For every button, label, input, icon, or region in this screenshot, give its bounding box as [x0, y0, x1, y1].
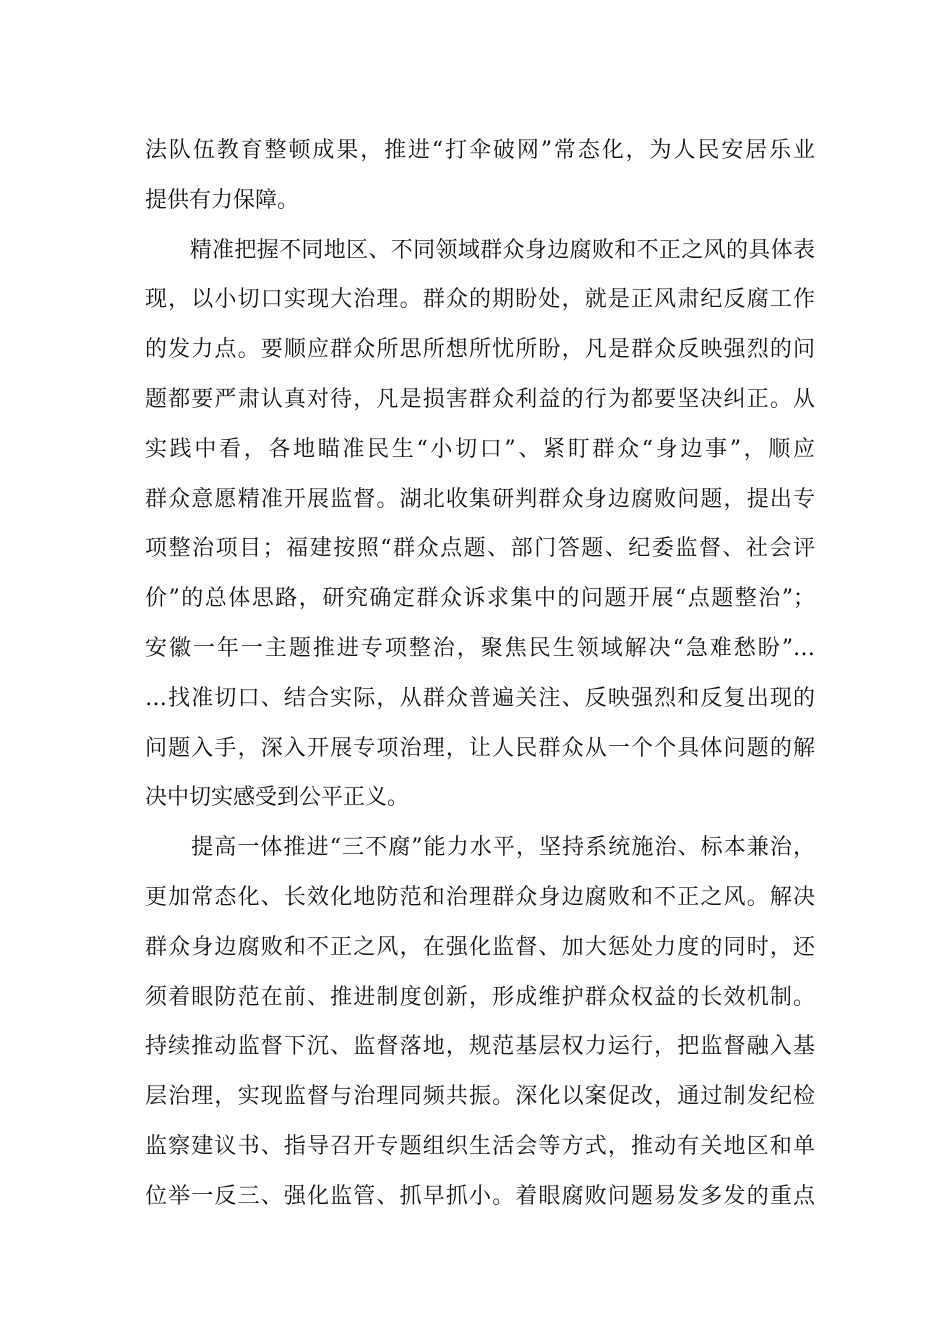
text-line: 题都要严肃认真对待，凡是损害群众利益的行为都要坚决纠正。从 [145, 386, 815, 412]
text-line: 持续推动监督下沉、监督落地，规范基层权力运行，把监督融入基 [145, 1034, 815, 1060]
text-line: 群众意愿精准开展监督。湖北收集研判群众身边腐败问题，提出专 [145, 486, 815, 512]
text-line: 提供有力保障。 [145, 187, 300, 213]
text-line: 的发力点。要顺应群众所思所想所忧所盼，凡是群众反映强烈的问 [145, 337, 815, 363]
text-line: 项整治项目；福建按照“群众点题、部门答题、纪委监督、社会评 [145, 536, 815, 562]
text-line: 监察建议书、指导召开专题组织生活会等方式，推动有关地区和单 [145, 1133, 815, 1159]
text-line: 精准把握不同地区、不同领域群众身边腐败和不正之风的具体表 [145, 237, 815, 263]
text-line: 安徽一年一主题推进专项整治，聚焦民生领域解决“急难愁盼”… [145, 635, 815, 661]
text-line: 决中切实感受到公平正义。 [145, 785, 410, 811]
body-text [145, 126, 815, 1222]
text-line: 法队伍教育整顿成果，推进“打伞破网”常态化，为人民安居乐业 [145, 138, 815, 163]
text-line: 提高一体推进“三不腐”能力水平，坚持系统施治、标本兼治， [145, 835, 815, 861]
text-line: 群众身边腐败和不正之风，在强化监督、加大惩处力度的同时，还 [145, 934, 815, 960]
text-line: …找准切口、结合实际，从群众普遍关注、反映强烈和反复出现的 [145, 685, 815, 711]
text-line: 现，以小切口实现大治理。群众的期盼处，就是正风肃纪反腐工作 [145, 287, 815, 313]
text-line: 更加常态化、长效化地防范和治理群众身边腐败和不正之风。解决 [145, 884, 815, 910]
text-line: 层治理，实现监督与治理同频共振。深化以案促改，通过制发纪检 [145, 1084, 815, 1110]
text-line: 位举一反三、强化监管、抓早抓小。着眼腐败问题易发多发的重点 [145, 1183, 815, 1209]
text-line: 实践中看，各地瞄准民生“小切口”、紧盯群众“身边事”，顺应 [145, 436, 815, 462]
text-line: 问题入手，深入开展专项治理，让人民群众从一个个具体问题的解 [145, 735, 815, 761]
text-line: 须着眼防范在前、推进制度创新，形成维护群众权益的长效机制。 [145, 984, 815, 1010]
text-line: 价”的总体思路，研究确定群众诉求集中的问题开展“点题整治”； [145, 586, 815, 612]
